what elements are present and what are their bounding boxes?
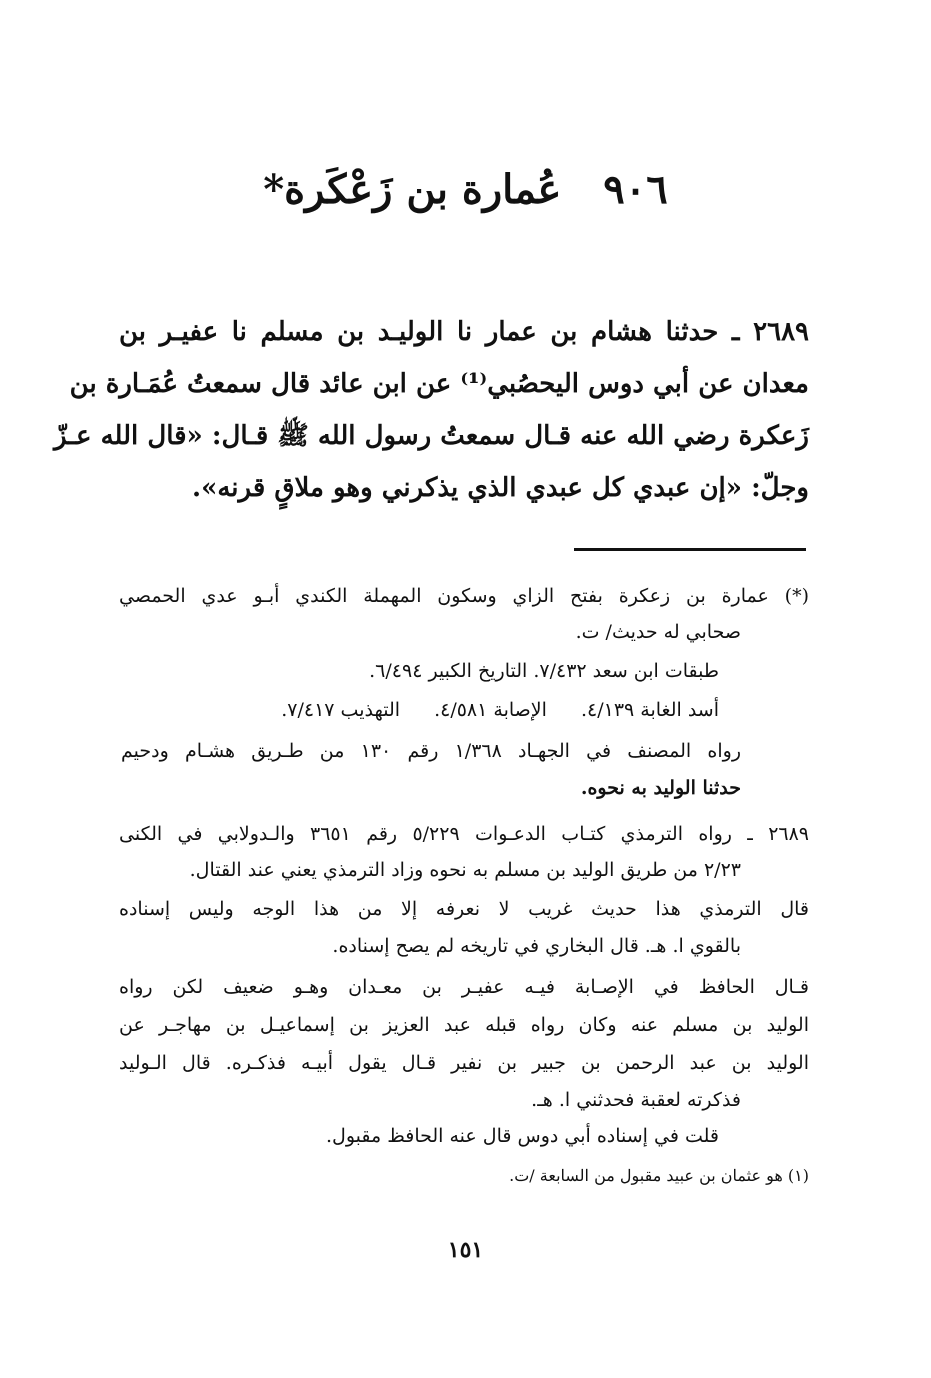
footnote-line: ٢/٢٣ من طريق الوليد بن مسلم به نحوه وزاد الترمذي يعني عند القتال. bbox=[189, 859, 741, 881]
footnote-line: فذكرته لعقبة فحدثني ا. هـ. bbox=[531, 1089, 741, 1111]
footnote-line: (*) عمارة بن زعكرة بفتح الزاي وسكون المهملة الكندي أبـو عدي الحمصي bbox=[119, 585, 809, 607]
footnote-separator bbox=[574, 548, 806, 551]
endnote: (١) هو عثمان بن عبيد مقبول من السابعة /ت. bbox=[509, 1166, 809, 1185]
hadith-line: زَعكرة رضي الله عنه قـال سمعتُ رسول الله ﷺ قـال: «قال الله عـزّ bbox=[54, 421, 809, 451]
footnote-ref: الإصابة ٤/٥٨١. bbox=[434, 699, 547, 721]
hadith-line: معدان عن أبي دوس اليحصُبي⁽¹⁾ عن ابن عائد قال سمعتُ عُمَـارة بن bbox=[69, 369, 809, 399]
hadith-line: ٢٦٨٩ ـ حدثنا هشام بن عمار نا الوليـد بن مسلم نا عفيـر بن bbox=[119, 317, 809, 347]
footnote-line bbox=[121, 770, 741, 806]
footnote-text: حدثنا الوليد به نحوه. bbox=[580, 777, 741, 799]
hadith-line: وجلّ: «إن عبدي كل عبدي الذي يذكرني وهو ملاقٍ قرنه». bbox=[192, 473, 809, 503]
footnote-line: صحابي له حديث/ ت. bbox=[575, 621, 741, 643]
footnote-ref: أسد الغابة ٤/١٣٩. bbox=[580, 699, 719, 721]
footnote-line: قال الترمذي هذا حديث غريب لا نعرفه إلا من هذا الوجه وليس إسناده bbox=[119, 898, 809, 920]
entry-title: عُمارة بن زَعْكَرة* bbox=[263, 166, 562, 213]
footnote-line: قـال الحافظ في الإصـابة فيـه عفيـر بن معـدان وهـو ضعيف لكن رواه bbox=[119, 976, 809, 998]
footnote-line: ٢٦٨٩ ـ رواه الترمذي كتـاب الدعـوات ٥/٢٢٩ رقم ٣٦٥١ والـدولابي في الكنى bbox=[119, 823, 810, 845]
entry-heading bbox=[0, 160, 931, 220]
footnote-line: رواه المصنف في الجهـاد ١/٣٦٨ رقم ١٣٠ من طـريق هشـام ودحيم bbox=[121, 740, 742, 762]
entry-number: ٩٠٦ bbox=[603, 166, 668, 213]
footnote-line: الوليد بن عبد الرحمن بن جبير بن نفير قـال يقول أبيـه فذكـره. قال الـوليد bbox=[119, 1052, 809, 1074]
footnote-line: بالقوي ا. هـ. قال البخاري في تاريخه لم يصح إسناده. bbox=[332, 935, 741, 957]
footnote-line: قلت في إسناده أبي دوس قال عنه الحافظ مقبول. bbox=[326, 1125, 719, 1147]
footnote-ref: التهذيب ٧/٤١٧. bbox=[281, 699, 401, 721]
footnote-line: طبقات ابن سعد ٧/٤٣٢. التاريخ الكبير ٦/٤٩٤. bbox=[369, 660, 719, 682]
footnote-references bbox=[119, 692, 719, 728]
page-number: ١٥١ bbox=[447, 1237, 484, 1263]
footnote-line: الوليد بن مسلم عنه وكان رواه قبله عبد العزيز بن إسماعيـل بن مهاجـر عن bbox=[119, 1014, 809, 1036]
